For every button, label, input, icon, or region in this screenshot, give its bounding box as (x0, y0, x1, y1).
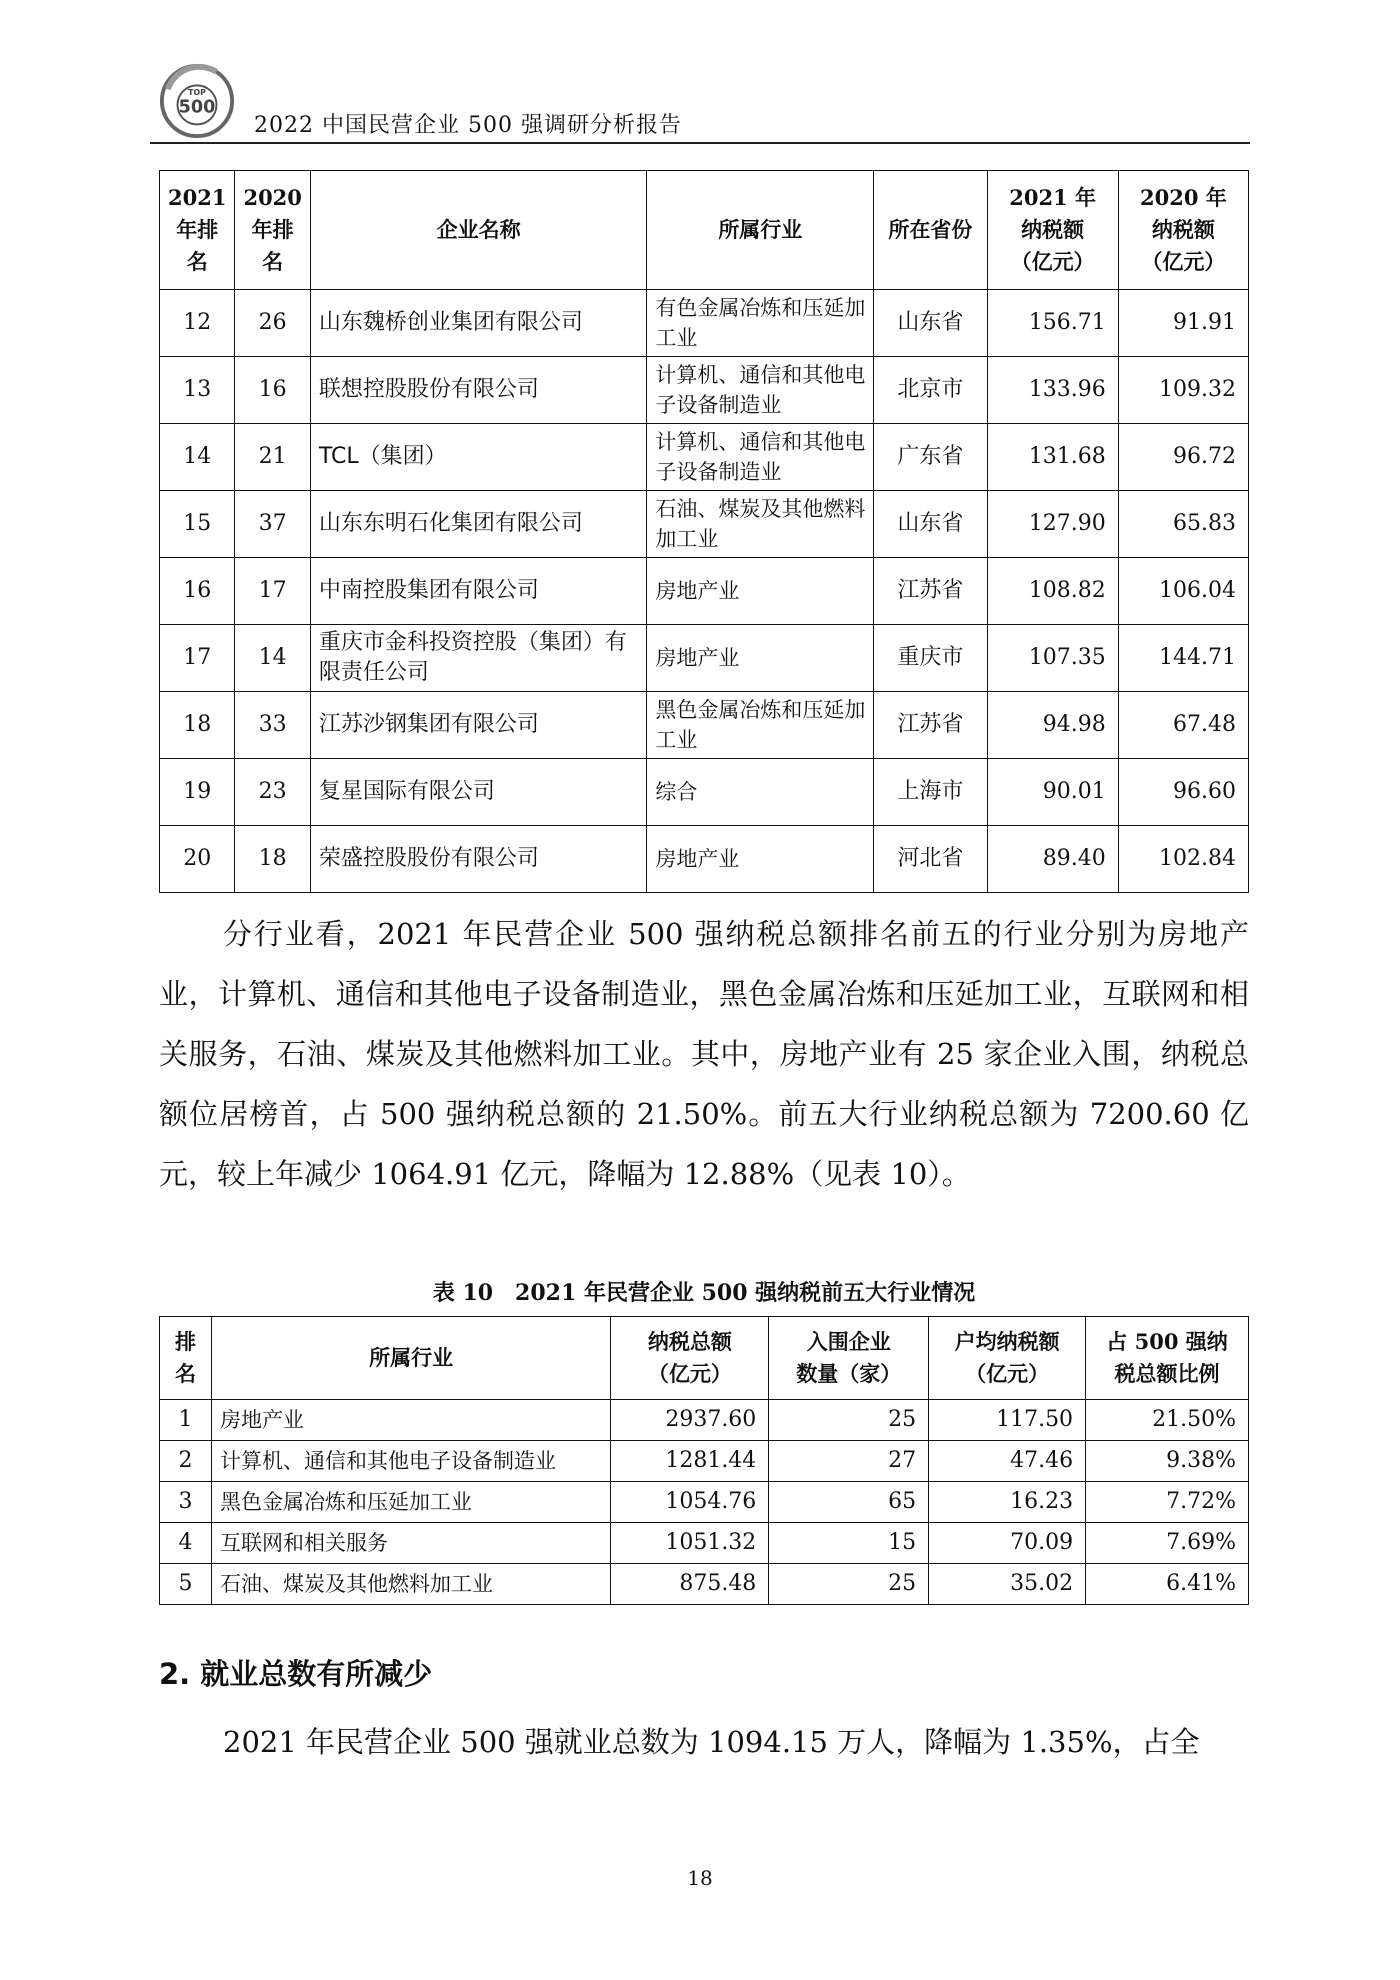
header-divider (150, 142, 1250, 144)
company-count: 25 (769, 1400, 929, 1441)
tax-2021: 90.01 (987, 759, 1118, 826)
table-header-row (160, 171, 1249, 290)
table-row (160, 1564, 1249, 1605)
header-province: 所在省份 (874, 171, 987, 290)
company-name: TCL（集团） (310, 424, 646, 491)
company-count: 25 (769, 1564, 929, 1605)
rank-2020: 17 (235, 558, 310, 625)
table-row (160, 290, 1249, 357)
company-count: 15 (769, 1523, 929, 1564)
table-row (160, 1400, 1249, 1441)
table-row (160, 558, 1249, 625)
tax-2020: 91.91 (1118, 290, 1248, 357)
header-company: 企业名称 (310, 171, 646, 290)
company-name: 荣盛控股股份有限公司 (310, 826, 646, 893)
company-name: 中南控股集团有限公司 (310, 558, 646, 625)
tax-2021: 156.71 (987, 290, 1118, 357)
avg-tax: 47.46 (929, 1441, 1086, 1482)
province: 广东省 (874, 424, 987, 491)
table10-caption: 表 10 2021 年民营企业 500 强纳税前五大行业情况 (432, 1280, 976, 1306)
header-company-count: 入围企业 数量（家） (769, 1317, 929, 1400)
company-name: 联想控股股份有限公司 (310, 357, 646, 424)
header-industry: 所属行业 (211, 1317, 610, 1400)
rank-2021: 16 (160, 558, 235, 625)
industry: 互联网和相关服务 (211, 1523, 610, 1564)
rank-2021: 20 (160, 826, 235, 893)
rank-2020: 18 (235, 826, 310, 893)
tax-2020: 109.32 (1118, 357, 1248, 424)
share: 21.50% (1086, 1400, 1249, 1441)
tax-total: 1054.76 (611, 1482, 769, 1523)
industry: 黑色金属冶炼和压延加工业 (211, 1482, 610, 1523)
industry: 综合 (647, 759, 874, 826)
tax-2021: 107.35 (987, 625, 1118, 692)
province: 江苏省 (874, 558, 987, 625)
header-tax-2020: 2020 年 纳税额 （亿元） (1118, 171, 1248, 290)
industry: 房地产业 (647, 826, 874, 893)
tax-2021: 89.40 (987, 826, 1118, 893)
share: 7.69% (1086, 1523, 1249, 1564)
rank-2021: 14 (160, 424, 235, 491)
company-count: 65 (769, 1482, 929, 1523)
rank-2021: 17 (160, 625, 235, 692)
industry: 石油、煤炭及其他燃料加工业 (647, 491, 874, 558)
rank: 5 (160, 1564, 212, 1605)
svg-text:TOP: TOP (188, 88, 206, 98)
header-rank-2020: 2020 年排 名 (235, 171, 310, 290)
rank-2021: 12 (160, 290, 235, 357)
header-industry: 所属行业 (647, 171, 874, 290)
table-row (160, 424, 1249, 491)
industry: 房地产业 (647, 625, 874, 692)
province: 河北省 (874, 826, 987, 893)
tax-2021: 133.96 (987, 357, 1118, 424)
top5-industries-table (159, 1316, 1249, 1605)
tax-2020: 65.83 (1118, 491, 1248, 558)
table-row (160, 357, 1249, 424)
tax-total: 875.48 (611, 1564, 769, 1605)
tax-2020: 96.72 (1118, 424, 1248, 491)
industry: 房地产业 (211, 1400, 610, 1441)
province: 山东省 (874, 290, 987, 357)
table-header-row (160, 1317, 1249, 1400)
avg-tax: 117.50 (929, 1400, 1086, 1441)
table-row (160, 1441, 1249, 1482)
page-header (150, 52, 1250, 142)
rank: 1 (160, 1400, 212, 1441)
top500-logo-icon (158, 62, 236, 140)
table-row (160, 692, 1249, 759)
province: 北京市 (874, 357, 987, 424)
share: 9.38% (1086, 1441, 1249, 1482)
province: 江苏省 (874, 692, 987, 759)
header-avg-tax: 户均纳税额 （亿元） (929, 1317, 1086, 1400)
svg-text:500: 500 (178, 97, 216, 118)
header-tax-total: 纳税总额 （亿元） (611, 1317, 769, 1400)
table-row (160, 1482, 1249, 1523)
rank-2020: 26 (235, 290, 310, 357)
rank-2020: 23 (235, 759, 310, 826)
section-heading: 2. 就业总数有所减少 (159, 1657, 433, 1691)
industry: 计算机、通信和其他电子设备制造业 (211, 1441, 610, 1482)
table-row (160, 759, 1249, 826)
header-tax-2021: 2021 年 纳税额 （亿元） (987, 171, 1118, 290)
avg-tax: 70.09 (929, 1523, 1086, 1564)
company-name: 复星国际有限公司 (310, 759, 646, 826)
industry: 计算机、通信和其他电子设备制造业 (647, 424, 874, 491)
rank-2020: 16 (235, 357, 310, 424)
tax-2020: 102.84 (1118, 826, 1248, 893)
header-rank-2021: 2021 年排 名 (160, 171, 235, 290)
table-row (160, 1523, 1249, 1564)
table-row (160, 625, 1249, 692)
company-name: 山东东明石化集团有限公司 (310, 491, 646, 558)
tax-total: 1051.32 (611, 1523, 769, 1564)
rank-2021: 18 (160, 692, 235, 759)
table-row (160, 491, 1249, 558)
tax-2020: 144.71 (1118, 625, 1248, 692)
rank-2020: 37 (235, 491, 310, 558)
tax-2020: 96.60 (1118, 759, 1248, 826)
province: 重庆市 (874, 625, 987, 692)
rank-2020: 33 (235, 692, 310, 759)
rank: 4 (160, 1523, 212, 1564)
rank-2021: 13 (160, 357, 235, 424)
employment-paragraph: 2021 年民营企业 500 强就业总数为 1094.15 万人，降幅为 1.35%，占全 (223, 1725, 1200, 1759)
industry: 房地产业 (647, 558, 874, 625)
company-count: 27 (769, 1441, 929, 1482)
province: 上海市 (874, 759, 987, 826)
tax-2021: 131.68 (987, 424, 1118, 491)
header-share: 占 500 强纳 税总额比例 (1086, 1317, 1249, 1400)
tax-total: 2937.60 (611, 1400, 769, 1441)
tax-total: 1281.44 (611, 1441, 769, 1482)
industry-analysis-paragraph: 分行业看，2021 年民营企业 500 强纳税总额排名前五的行业分别为房地产业，计算机、通信和其他电子设备制造业，黑色金属冶炼和压延加工业，互联网和相关服务，石油、煤炭及其他燃料加工业。其中，房地产业有 25 家企业入围，纳税总额位居榜首，占 500 强纳税总额的 21.50%。前五大行业纳税总额为 7200.60 亿元，较上年减少 1064.91 亿元，降幅为 12.88%（见表 10）。 (159, 917, 1249, 1191)
company-name: 重庆市金科投资控股（集团）有限责任公司 (310, 625, 646, 692)
rank-2021: 19 (160, 759, 235, 826)
rank: 3 (160, 1482, 212, 1523)
page-number: 18 (687, 1866, 713, 1890)
rank-2021: 15 (160, 491, 235, 558)
share: 6.41% (1086, 1564, 1249, 1605)
rank: 2 (160, 1441, 212, 1482)
province: 山东省 (874, 491, 987, 558)
tax-2020: 67.48 (1118, 692, 1248, 759)
company-name: 江苏沙钢集团有限公司 (310, 692, 646, 759)
company-name: 山东魏桥创业集团有限公司 (310, 290, 646, 357)
tax-2020: 106.04 (1118, 558, 1248, 625)
header-rank: 排 名 (160, 1317, 212, 1400)
avg-tax: 35.02 (929, 1564, 1086, 1605)
tax-2021: 127.90 (987, 491, 1118, 558)
rank-2020: 14 (235, 625, 310, 692)
industry: 石油、煤炭及其他燃料加工业 (211, 1564, 610, 1605)
header-title: 2022 中国民营企业 500 强调研分析报告 (254, 113, 682, 138)
table-row (160, 826, 1249, 893)
avg-tax: 16.23 (929, 1482, 1086, 1523)
share: 7.72% (1086, 1482, 1249, 1523)
industry: 黑色金属冶炼和压延加工业 (647, 692, 874, 759)
tax-2021: 94.98 (987, 692, 1118, 759)
industry: 有色金属冶炼和压延加工业 (647, 290, 874, 357)
industry: 计算机、通信和其他电子设备制造业 (647, 357, 874, 424)
tax-2021: 108.82 (987, 558, 1118, 625)
rank-2020: 21 (235, 424, 310, 491)
top-taxpayers-table (159, 170, 1249, 893)
